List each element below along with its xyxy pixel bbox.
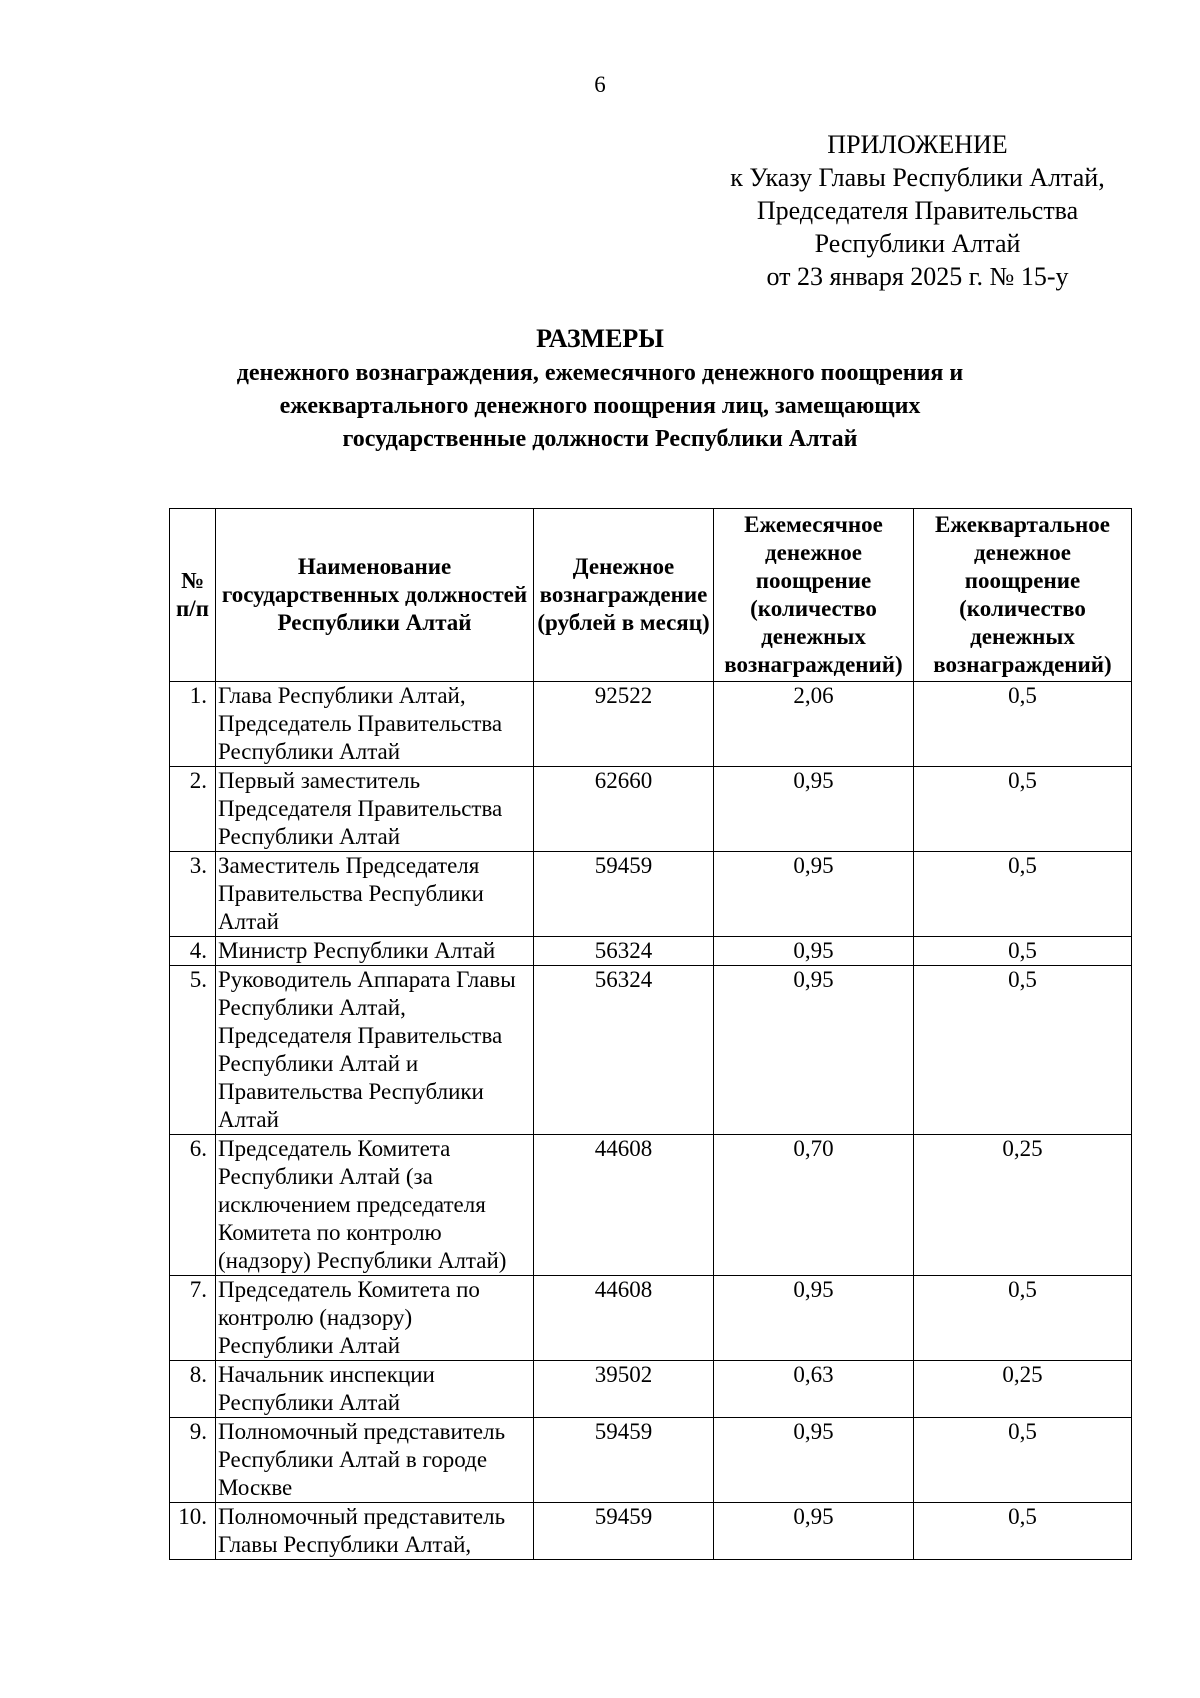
title-main: РАЗМЕРЫ <box>536 324 664 353</box>
table-row <box>170 1418 1132 1503</box>
salary-value: 56324 <box>534 937 714 966</box>
salary-value: 44608 <box>534 1135 714 1276</box>
monthly-bonus-value: 0,63 <box>714 1361 914 1418</box>
monthly-bonus-value: 2,06 <box>714 682 914 767</box>
row-number: 6. <box>170 1135 216 1276</box>
row-number: 4. <box>170 937 216 966</box>
quarterly-bonus-value: 0,25 <box>914 1361 1132 1418</box>
position-name: Глава Республики Алтай, Председатель Правительства Республики Алтай <box>216 682 534 767</box>
title-subtitle-line: ежеквартального денежного поощрения лиц, замещающих <box>279 393 921 419</box>
position-name: Заместитель Председателя Правительства Республики Алтай <box>216 852 534 937</box>
quarterly-bonus-value: 0,5 <box>914 682 1132 767</box>
position-name: Председатель Комитета по контролю (надзору) Республики Алтай <box>216 1276 534 1361</box>
row-number: 3. <box>170 852 216 937</box>
salary-value: 59459 <box>534 1418 714 1503</box>
header-monthly-bonus: Ежемесячное денежное поощрение (количество денежных вознаграждений) <box>714 509 914 682</box>
salary-value: 56324 <box>534 966 714 1135</box>
quarterly-bonus-value: 0,5 <box>914 1276 1132 1361</box>
table-row <box>170 852 1132 937</box>
monthly-bonus-value: 0,95 <box>714 767 914 852</box>
quarterly-bonus-value: 0,5 <box>914 1418 1132 1503</box>
quarterly-bonus-value: 0,5 <box>914 937 1132 966</box>
monthly-bonus-value: 0,95 <box>714 937 914 966</box>
header-quarterly-bonus: Ежеквартальное денежное поощрение (количество денежных вознаграждений) <box>914 509 1132 682</box>
remuneration-table <box>169 508 1132 1560</box>
row-number: 8. <box>170 1361 216 1418</box>
page-number: 6 <box>594 72 606 97</box>
table-row <box>170 682 1132 767</box>
appendix-line: Республики Алтай <box>814 229 1021 258</box>
monthly-bonus-value: 0,95 <box>714 1503 914 1560</box>
quarterly-bonus-value: 0,5 <box>914 852 1132 937</box>
row-number: 5. <box>170 966 216 1135</box>
appendix-line: к Указу Главы Республики Алтай, <box>730 163 1105 192</box>
appendix-line: Председателя Правительства <box>756 196 1079 225</box>
monthly-bonus-value: 0,95 <box>714 1276 914 1361</box>
appendix-block <box>660 128 1175 293</box>
monthly-bonus-value: 0,95 <box>714 1418 914 1503</box>
appendix-line: от 23 января 2025 г. № 15-у <box>766 262 1069 291</box>
position-name: Руководитель Аппарата Главы Республики Алтай, Председателя Правительства Республики Алтай и Правительства Республики Алтай <box>216 966 534 1135</box>
title-subtitle-line: денежного вознаграждения, ежемесячного денежного поощрения и <box>236 360 964 386</box>
table-row <box>170 1276 1132 1361</box>
header-number: № п/п <box>170 509 216 682</box>
monthly-bonus-value: 0,70 <box>714 1135 914 1276</box>
quarterly-bonus-value: 0,5 <box>914 1503 1132 1560</box>
header-position: Наименование государственных должностей Республики Алтай <box>216 509 534 682</box>
salary-value: 92522 <box>534 682 714 767</box>
table-row <box>170 1361 1132 1418</box>
salary-value: 39502 <box>534 1361 714 1418</box>
row-number: 7. <box>170 1276 216 1361</box>
title-subtitle-line: государственные должности Республики Алтай <box>342 426 858 452</box>
position-name: Полномочный представитель Главы Республики Алтай, <box>216 1503 534 1560</box>
monthly-bonus-value: 0,95 <box>714 852 914 937</box>
position-name: Министр Республики Алтай <box>216 937 534 966</box>
quarterly-bonus-value: 0,5 <box>914 966 1132 1135</box>
appendix-line: ПРИЛОЖЕНИЕ <box>827 130 1008 159</box>
header-salary: Денежное вознаграждение (рублей в месяц) <box>534 509 714 682</box>
row-number: 10. <box>170 1503 216 1560</box>
position-name: Председатель Комитета Республики Алтай (за исключением председателя Комитета по контролю (надзору) Республики Алтай) <box>216 1135 534 1276</box>
table-row <box>170 966 1132 1135</box>
salary-value: 62660 <box>534 767 714 852</box>
position-name: Полномочный представитель Республики Алтай в городе Москве <box>216 1418 534 1503</box>
table-row <box>170 937 1132 966</box>
position-name: Первый заместитель Председателя Правительства Республики Алтай <box>216 767 534 852</box>
table-row <box>170 1135 1132 1276</box>
salary-value: 59459 <box>534 852 714 937</box>
salary-value: 59459 <box>534 1503 714 1560</box>
table-row <box>170 1503 1132 1560</box>
salary-value: 44608 <box>534 1276 714 1361</box>
row-number: 9. <box>170 1418 216 1503</box>
quarterly-bonus-value: 0,25 <box>914 1135 1132 1276</box>
document-title <box>160 323 1040 456</box>
title-subtitle <box>160 357 1040 456</box>
table-header-row <box>170 509 1132 682</box>
row-number: 1. <box>170 682 216 767</box>
table-row <box>170 767 1132 852</box>
position-name: Начальник инспекции Республики Алтай <box>216 1361 534 1418</box>
row-number: 2. <box>170 767 216 852</box>
quarterly-bonus-value: 0,5 <box>914 767 1132 852</box>
monthly-bonus-value: 0,95 <box>714 966 914 1135</box>
